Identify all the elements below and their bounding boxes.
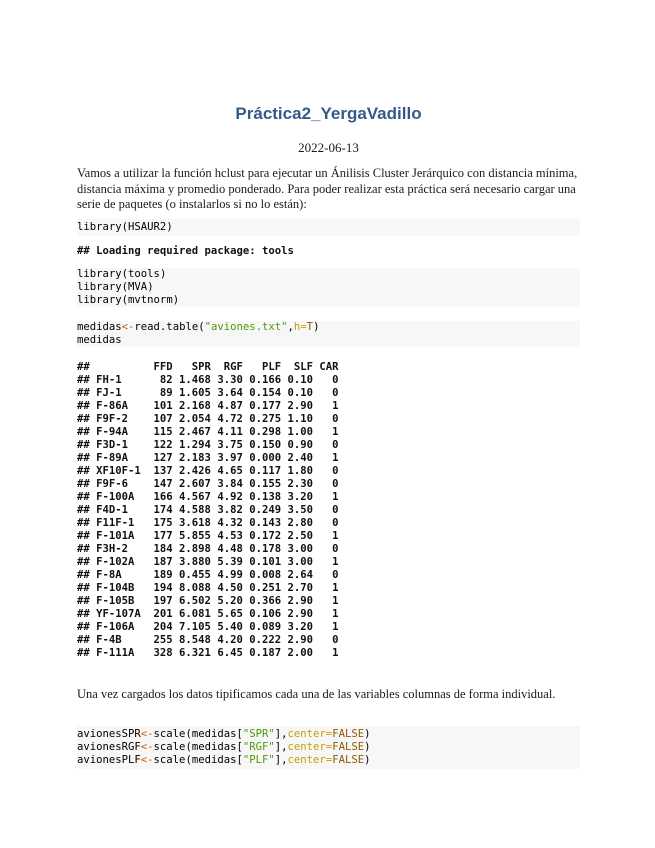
intro-paragraph: Vamos a utilizar la función hclust para ejecutar un Ánilisis Cluster Jerárquico con distancia mínima, distancia máxima y promedio ponderado. Para poder realizar esta práctica será necesario cargar una serie de paquetes (o instalarlos si no lo están): (77, 166, 578, 211)
code-var: avionesSPR (77, 728, 141, 740)
table-row: ## F-106A 204 7.105 5.40 0.089 3.20 1 (77, 621, 339, 633)
code-argname: h= (293, 321, 307, 333)
code-var: avionesRGF (77, 741, 141, 753)
scaling-paragraph: Una vez cargados los datos tipificamos cada una de las variables columnas de forma individual. (77, 687, 556, 701)
table-row: ## XF10F-1 137 2.426 4.65 0.117 1.80 0 (77, 465, 339, 477)
code-block-read-table: medidas<-read.table("aviones.txt",h=T) medidas (77, 321, 580, 347)
code-string: "PLF" (242, 754, 275, 766)
table-row: ## F-4B 255 8.548 4.20 0.222 2.90 0 (77, 634, 339, 646)
code-argname: center= (287, 728, 333, 740)
code-var: avionesPLF (77, 754, 141, 766)
code-block-library-hsaur2: library(HSAUR2) (77, 219, 580, 236)
table-row: ## F-89A 127 2.183 3.97 0.000 2.40 1 (77, 452, 339, 464)
table-row: ## F-8A 189 0.455 4.99 0.008 2.64 0 (77, 569, 339, 581)
code-fn: library (77, 281, 122, 293)
table-row: ## F-100A 166 4.567 4.92 0.138 3.20 1 (77, 491, 339, 503)
code-fn: library (77, 294, 122, 306)
table-row: ## F-94A 115 2.467 4.11 0.298 1.00 1 (77, 426, 339, 438)
code-arg: tools (128, 268, 160, 280)
code-arg: HSAUR2 (128, 221, 167, 233)
code-var: medidas (77, 334, 122, 346)
code-obj: medidas (191, 741, 237, 753)
code-var: medidas (77, 321, 122, 333)
table-header: ## FFD SPR RGF PLF SLF CAR (77, 361, 339, 373)
output-loading-tools: ## Loading required package: tools (77, 245, 294, 257)
table-row: ## F11F-1 175 3.618 4.32 0.143 2.80 0 (77, 517, 339, 529)
code-assign: <- (121, 321, 135, 333)
code-fn: library (77, 221, 122, 233)
document-date: 2022-06-13 (298, 140, 359, 155)
code-block-libraries: library(tools) library(MVA) library(mvtnorm) (77, 268, 580, 307)
table-row: ## FJ-1 89 1.605 3.64 0.154 0.10 0 (77, 387, 339, 399)
code-fn: scale (153, 754, 186, 766)
code-argval: T (306, 321, 314, 333)
code-arg: mvtnorm (128, 294, 173, 306)
document-title: Práctica2_YergaVadillo (235, 104, 422, 123)
table-row: ## F3H-2 184 2.898 4.48 0.178 3.00 0 (77, 543, 339, 555)
table-row: ## F-111A 328 6.321 6.45 0.187 2.00 1 (77, 647, 339, 659)
table-row: ## FH-1 82 1.468 3.30 0.166 0.10 0 (77, 374, 339, 386)
code-arg: MVA (128, 281, 148, 293)
code-argval: FALSE (332, 741, 365, 753)
code-assign: <- (140, 754, 154, 766)
code-fn: library (77, 268, 122, 280)
table-row: ## F3D-1 122 1.294 3.75 0.150 0.90 0 (77, 439, 339, 451)
table-row: ## F4D-1 174 4.588 3.82 0.249 3.50 0 (77, 504, 339, 516)
output-data-table (77, 361, 580, 660)
table-row: ## F9F-2 107 2.054 4.72 0.275 1.10 0 (77, 413, 339, 425)
code-assign: <- (140, 741, 154, 753)
code-fn: scale (153, 741, 186, 753)
table-row: ## F-104B 194 8.088 4.50 0.251 2.70 1 (77, 582, 339, 594)
code-string: "SPR" (242, 728, 275, 740)
code-block-scale: avionesSPR<-scale(medidas["SPR"],center=FALSE) avionesRGF<-scale(medidas["RGF"],center=FALSE) avionesPLF<-scale(medidas["PLF"],center=FALSE) (77, 726, 580, 769)
code-argval: FALSE (332, 728, 365, 740)
code-argval: FALSE (332, 754, 365, 766)
code-string: "RGF" (242, 741, 275, 753)
code-fn: scale (153, 728, 186, 740)
code-argname: center= (287, 741, 333, 753)
table-row: ## F-105B 197 6.502 5.20 0.366 2.90 1 (77, 595, 339, 607)
code-argname: center= (287, 754, 333, 766)
table-row: ## F9F-6 147 2.607 3.84 0.155 2.30 0 (77, 478, 339, 490)
table-row: ## F-86A 101 2.168 4.87 0.177 2.90 1 (77, 400, 339, 412)
code-string: "aviones.txt" (204, 321, 288, 333)
code-assign: <- (140, 728, 154, 740)
code-obj: medidas (191, 754, 237, 766)
table-row: ## F-101A 177 5.855 4.53 0.172 2.50 1 (77, 530, 339, 542)
code-obj: medidas (191, 728, 237, 740)
table-row: ## YF-107A 201 6.081 5.65 0.106 2.90 1 (77, 608, 339, 620)
code-fn: read.table (134, 321, 199, 333)
table-row: ## F-102A 187 3.880 5.39 0.101 3.00 1 (77, 556, 339, 568)
